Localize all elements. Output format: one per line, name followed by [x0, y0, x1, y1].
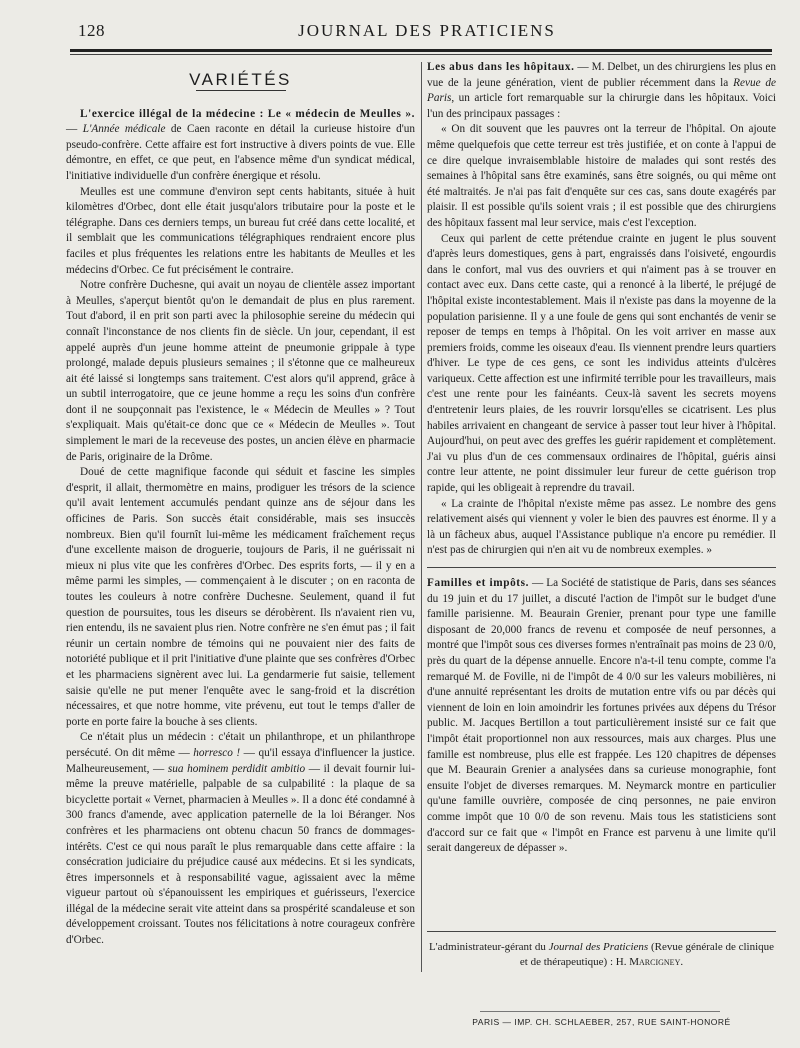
printer-rule	[480, 1011, 720, 1012]
header-rule	[70, 49, 772, 52]
text-run: — qu'il essaya d'influencer la justice. Malheureusement, —	[66, 746, 415, 775]
article-meulles-intro	[66, 107, 415, 185]
article-title-familles: Familles et impôts.	[427, 577, 530, 589]
page-header	[62, 20, 772, 46]
article-hopitaux-intro	[427, 60, 776, 122]
latin-quote: sua hominem perdidit ambitio	[167, 762, 306, 775]
footer-separator	[427, 931, 776, 932]
text-run: Ce n'était plus un médecin : c'était un philanthrope, et un philanthrope persécuté. On dit même —	[66, 731, 415, 759]
administrator-notice	[427, 931, 776, 970]
journal-reference: L'Année médicale	[82, 123, 166, 136]
paragraph-philanthrope	[66, 730, 415, 948]
text-run: — il devait fournir lui-même la preuve matérielle, palpable de sa culpabilité : la plaque de sa bicyclette portait « Vernet, pharmacien à Meulles ». Il a donc été condamné à 300 francs d'amende, avec application paternelle de la loi Béranger. Nos confrères et les pharmaciens ont obtenu chacun 50 francs de dommages-intérêts. C'est ce qui nous paraît le plus remarquable dans cette affaire : la consécration judiciaire du préjudice causé aux médecins. Et si les syndicats, êtres impersonnels et à responsabilité vague, agissaient avec la même vigueur partout où s'épanouissent les empiriques et guérisseurs, l'exercice illégal de la médecine serait vite atteint dans sa prospérité scandaleuse et son développement croissant. Toutes nos félicitations à notre courageux confrère d'Orbec.	[66, 762, 415, 947]
article-familles-text: — La Société de statistique de Paris, dans ses séances du 19 juin et du 17 juillet, a discuté l'action de l'impôt sur le budget d'une famille parisienne. M. Beaurain Grenier, prenant pour type une famille disposant de 20,000 francs de revenu et composée de neuf personnes, a montré que l'impôt sous ces diverses formes n'entraînait pas moins de 23 0/0, près du quart de la dépense annuelle. Encore n'a-t-il tenu compte, comme l'a remarqué M. de Foville, ni de l'impôt de 4 0/0 sur les valeurs mobilières, ni d'une annuité représentant les droits de mutation entre vifs ou par décès qui viennent de loin en loin amoindrir les fortunes privées aux dépens du Trésor public. M. Jacques Bertillon a tout particulièrement insisté sur ce fait que l'impôt était proportionnel non aux ressources, mais aux charges. Plus une famille est nombreuse, plus elle est frappée. Les 120 chapitres de dépenses que M. Beaurain Grenier a analysées dans sa curieuse monographie, font ensuite l'objet de diverses remarques. M. Neymarck montre en particulier qu'une famille ouvrière, composée de cinq personnes, ne paie environ comme impôt que 10 0/0 de son revenu. Mais tous les statisticiens sont d'accord sur ce fait que « l'impôt en France est parvenu à une limite qu'il serait dangereux de dépasser ».	[427, 577, 777, 855]
header-rule-thin	[70, 54, 772, 55]
article-separator	[427, 567, 776, 568]
column-divider	[421, 62, 422, 972]
article-title-hopitaux: Les abus dans les hôpitaux.	[427, 61, 575, 73]
quote-paragraph-1: « On dit souvent que les pauvres ont la terreur de l'hôpital. On ajoute même quelquefois que cette terreur est très justifiée, et on conte à l'appui de ce dire quelque invraisemblable histoire de malades qui sont restés des semaines à l'hôpital sans être examinés, sans être soignés, ou qui même ont été maltraités. Je n'ai pas fait d'enquête sur ces cas, sans doute exagérés par plaisir. Il est possible qu'ils soient vrais ; il est possible que des chirurgiens des hôpitaux fassent mal leur service, mais c'est l'exception.	[427, 123, 776, 229]
text-run: , un article fort remarquable sur la chirurgie dans les hôpitaux. Voici l'un des principaux passages :	[427, 92, 776, 120]
text-run: (Revue générale de clinique et de thérapeutique) : H.	[519, 941, 775, 968]
journal-name: Journal des Praticiens	[548, 941, 649, 953]
italic-run: horresco !	[193, 746, 241, 759]
printer-imprint: PARIS — IMP. CH. SCHLAEBER, 257, RUE SAINT-HONORÉ	[472, 1017, 731, 1027]
left-column	[66, 60, 415, 949]
section-title: VARIÉTÉS	[189, 70, 292, 89]
administrator-line	[427, 940, 776, 970]
quote-paragraph-2: Ceux qui parlent de cette prétendue crainte en jugent le plus souvent d'après leurs domestiques, gens à part, engraissés dans l'oisiveté, engourdis dans le confort, mal vus des ouvriers et qui n'aiment pas à se trouver en contact avec eux. Dans cette caste, qui a renoncé à la liberté, le préjugé de l'hôpital existe incontestablement. Mais il n'existe pas dans la moyenne de la population parisienne. Il y a une foule de gens qui sont enchantés de venir se reposer de temps en temps à l'hôpital. On les voit arriver en masse aux premiers froids, comme les oiseaux d'eau. Ils viennent prendre leurs quartiers d'hiver. Le type de ces gens, ce sont les individus atteints d'ulcères variqueux. Cette affection est une infirmité terrible pour les travailleurs, mais c'est une rente pour les fainéants. Ceux-là savent les secrets moyens d'entretenir leurs plaies, de les rouvrir lorsqu'elles se cicatrisent. Les plus habiles arrivaient en changeant de service à passer tout leur hiver à l'hôpital. Aujourd'hui, on peut avec des greffes les guérir rapidement et complètement. J'ai vu plus d'un de ces commensaux ordinaires de l'hôpital, guéris ainsi contre leur attente, ne point dissimuler leur fureur de cette guérison trop rapide, qui les obligeait à reprendre du travail.	[427, 232, 776, 495]
text-run: L'administrateur-gérant du	[428, 941, 549, 953]
text-run: — M. Delbet, un des chirurgiens les plus en vue de la jeune génération, vient de publier récemment dans la	[427, 61, 776, 89]
page-number: 128	[78, 21, 105, 40]
paragraph-meulles-commune: Meulles est une commune d'environ sept cents habitants, située à huit kilomètres d'Orbec, dont elle était jusqu'alors tributaire pour la poste et le télégraphe. Dans ces derniers temps, un bureau fut créé dans cette localité, et il semblait que les communications télégraphiques rendraient encore plus faciles et plus fréquentes les relations entre les habitants de Meulles et les médecins d'Orbec. Ce fut précisément le contraire.	[66, 185, 415, 276]
intro-text: de Caen raconte en détail la curieuse histoire d'un pseudo-confrère. Cette affaire est fort instructive à divers points de vue. Elle démontre, en effet, ce que peut, en l'absence même d'un syndicat médical, l'initiative individuelle d'un confrère énergique et résolu.	[66, 123, 416, 182]
paragraph-faconde: Doué de cette magnifique faconde qui séduit et fascine les simples d'esprit, il allait, thermomètre en mains, prodiguer les trésors de la science qu'il avait lentement accumulés pendant quinze ans de séjour dans les officines de Paris. Son succès était considérable, mais ses insuccès nombreux. Bien qu'il fournît lui-même les médicament fraîchement reçus d'une excellente maison de droguerie, toujours de Paris, il ne guérissait ni mieux ni plus vite que les confrères d'Orbec. Des esprits forts, — il y en a même parmi les simples, — commençaient à le discuter ; on en raconta de toutes les couleurs à notre confrère Duchesne. Seulement, quand il fut question de poursuites, tous les diseurs se dérobèrent. Ils n'avaient rien vu, rien entendu, ils ne savaient plus rien. Notre confrère ne s'en émut pas ; il fait réunir un certain nombre de témoins qui ne pouvaient nier des faits de notoriété publique et il prit l'initiative d'une plainte que ses confrères d'Orbec et les pharmaciens signèrent avec lui. La gendarmerie fut saisie, tellement saisie qu'elle ne put mener l'enquête avec le sang-froid et la discrétion nécessaires, et que notre homme, vite prévenu, eut tout le temps d'aller de porte en porte faire la bouche à ses clients.	[66, 466, 415, 728]
section-title-rule	[196, 90, 286, 91]
quote-paragraph-3: « La crainte de l'hôpital n'existe même pas assez. Le nombre des gens relativement aisés qui viennent y voler le bien des pauvres est énorme. Il y a là un fâcheux abus, auquel l'Assistance publique n'a encore pu remédier. Il n'est pas de chirurgien qui n'en ait vu de nombreux exemples. »	[427, 497, 776, 557]
administrator-name: Marcigney	[629, 956, 681, 968]
article-familles	[427, 576, 776, 857]
journal-title: JOURNAL DES PRATICIENS	[298, 21, 556, 40]
article-title-meulles: L'exercice illégal de la médecine : Le « médecin de Meulles ».	[80, 107, 415, 120]
text-run: .	[680, 956, 684, 968]
dash: —	[66, 123, 83, 136]
paragraph-duchesne: Notre confrère Duchesne, qui avait un noyau de clientèle assez important à Meulles, s'aperçut bientôt qu'on le demandait de plus en plus rarement. Tout d'abord, il en prit son parti avec la philosophie sereine du médecin qui connaît l'inconstance de nos clients fin de siècle. Un jour, cependant, il est appelé auprès d'un jeune homme atteint de pneumonie grippale à type prolongé, malade depuis plusieurs semaines ; il s'étonne que ce malheureux ait été laissé si longtemps sans traitement. C'est alors qu'il apprend, grâce à un subtil interrogatoire, que ce jeune homme a reçu les soins d'un confrère dont il ne soupçonnait pas l'existence, le « Médecin de Meulles » ? Tout s'expliquait. Mais qu'était-ce donc que ce « Médecin de Meulles ». Tout simplement le mari de la receveuse des postes, un ancien élève en pharmacie de Paris, originaire de la Drôme.	[66, 279, 415, 463]
revue-reference: Revue de Paris	[427, 76, 776, 105]
right-column	[427, 60, 776, 857]
